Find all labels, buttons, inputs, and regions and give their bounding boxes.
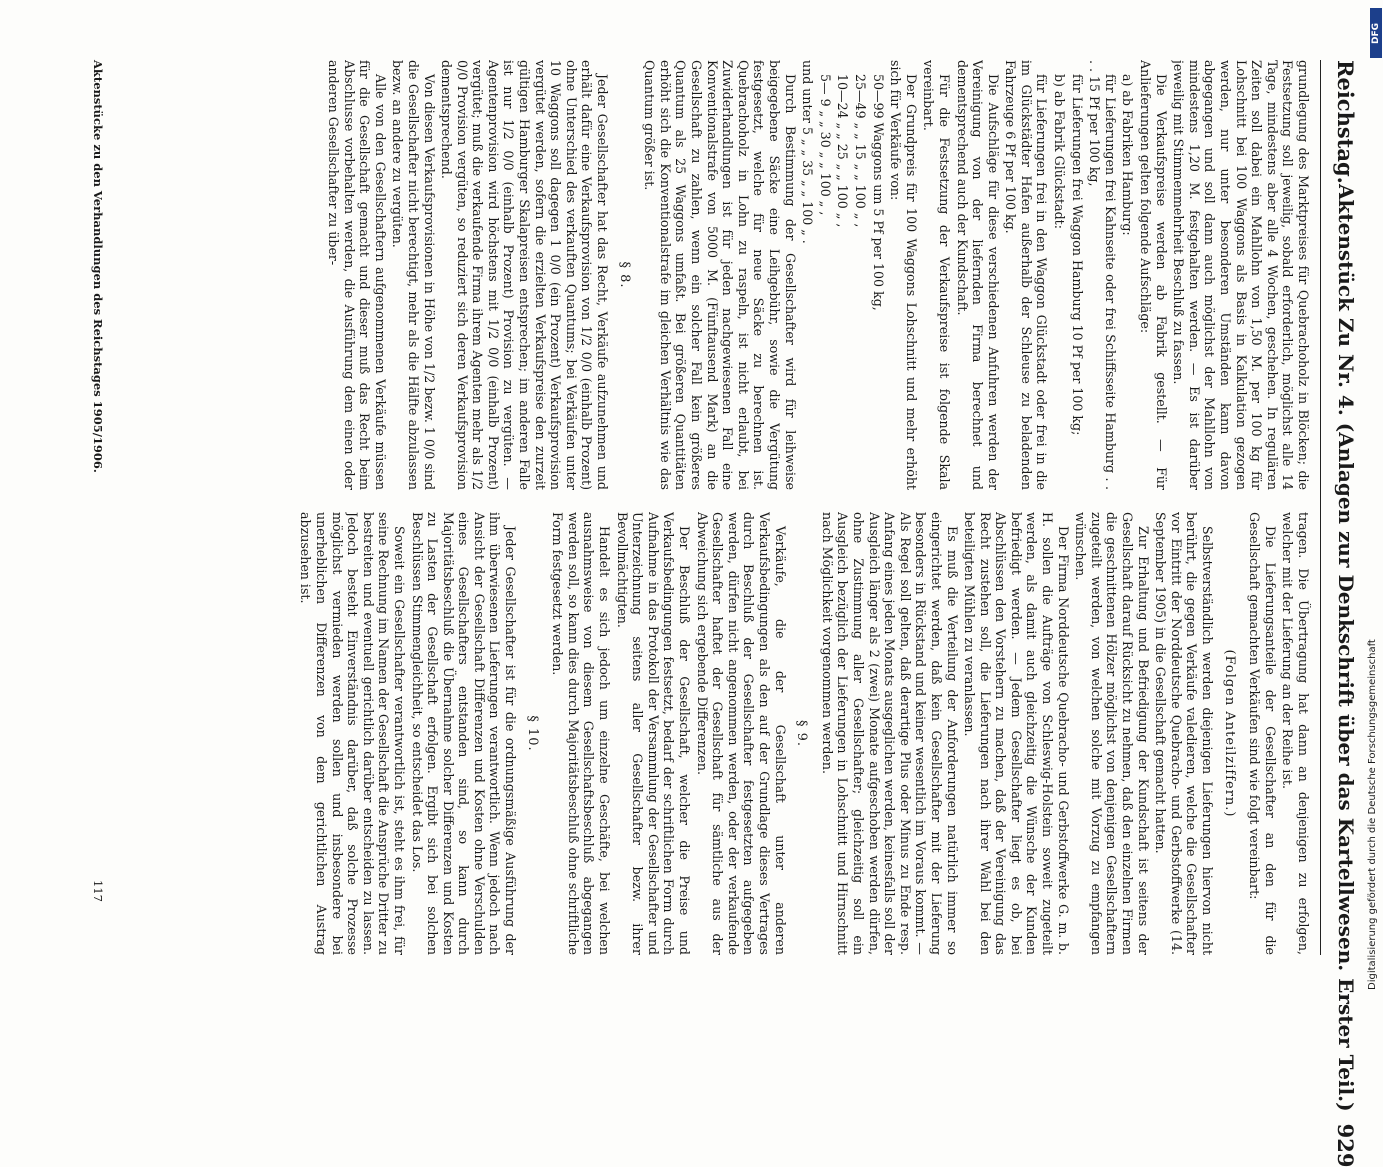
paragraph: Der Grundpreis für 100 Waggons Lohschnitt und mehr erhöht sich für Verkäufe von: (888, 60, 919, 490)
header-title: Aktenstück Zu Nr. 4. (Anlagen zur Denkschrift über das Kartellwesen. Erster Teil.) (1334, 183, 1358, 1112)
section-heading: § 10. (524, 715, 540, 752)
document-page (63, 0, 1383, 1167)
paragraph: Die Lieferungsanteile der Gesellschafter an den für die Gesellschaft gemachten Verkäufen sind wie folgt vereinbart: (1247, 512, 1278, 955)
paragraph: Die Verkaufspreise werden ab Fabrik gestellt. — Für Anlieferungen gelten folgende Aufschläge: (1138, 60, 1169, 490)
paragraph: Es muß die Verteilung der Anforderungen natürlich immer so eingerichtet werden, daß kein Gesellschafter mit der Lieferung besonders in Rückstand und keiner wesentlich im Voraus kommt. — Als Regel soll gelten, daß derartige Plus oder Minus zu Ende resp. Anfang eines jeden Monats ausgeglichen werden, keinesfalls soll der Ausgleich länger als 2 (zwei) Monate aufgeschoben werden dürfen, ohne Zustimmung aller Gesellschafter; gleichzeitig soll ein Ausgleich bezüglich der Lieferungen in Lohschnitt und Hirnschnitt nach Möglichkeit vorgenommen werden. (819, 512, 960, 955)
paragraph: tragen. Die Übertragung hat dann an denjenigen zu erfolgen, welcher mit der Lieferung an der Reihe ist. (1280, 512, 1311, 955)
paragraph: Durch Bestimmung der Gesellschafter wird für leihweise beigegebene Säcke eine Leihgebühr, sowie die Vergütung festgesetzt, welche für neue Säcke zu berechnen ist. Quebrachoholz in Lohn zu raspeln, ist nicht erlaubt, bei Zuwiderhandlungen ist für jeden nachgewiesenen Fall eine Konventionalstrafe von 5000 M. (Fünftausend Mark) an die Gesellschaft zu zahlen, wenn ein solcher Fall kein größeres Quantum als 25 Waggons umfaßt. Bei größeren Quantitäten erhöht sich die Konventionalstrafe im gleichen Verhältnis wie das Quantum größer ist. (642, 60, 798, 490)
scale-row: und unter 5 „ „ 35 „ „ 100 „ . (800, 60, 816, 244)
list-heading: a) ab Fabriken Hamburg: (1120, 74, 1136, 236)
paragraph: Für die Festsetzung der Verkaufspreise ist folgende Skala vereinbart. (921, 60, 952, 490)
scale-row: 25—49 „ „ 15 „ „ 100 „ , (852, 74, 868, 228)
left-column (109, 60, 1311, 490)
paragraph: grundlegung des Marktpreises für Quebrachoholz in Blöcken; die Festsetzung soll jeweilig, sobald erforderlich, möglichst alle 14 Tage, mindestens aber alle 4 Wochen, geschehen. In regulären Zeiten soll dabei ein Mahllohn von 1,50 M. per 100 kg für Lohschnitt bei 100 Waggons als Basis in Kalkulation gezogen werden, nur unter besonderen Umständen kann davon abgegangen und soll dann auch möglichst der Mahllohn von mindestens 1,20 M. festgehalten werden. — Es ist darüber jeweilig mit Stimmenmehrheit Beschluß zu fassen. (1171, 60, 1311, 490)
paragraph: Zur Erhaltung und Befriedigung der Kundschaft ist seitens der Gesellschaft darauf Rücksicht zu nehmen, daß den einzelnen Firmen die geschnittenen Hölzer möglichst von denjenigen Gesellschaftern zugeteilt werden, von welchen solche mit Vorzug zu empfangen wünschen. (1073, 512, 1151, 955)
dfg-logo: DFG (1370, 8, 1382, 58)
paragraph: Jeder Gesellschafter hat das Recht, Verkäufe aufzunehmen und erhält dafür eine Verkaufsprovision von 1/2 0/0 (einhalb Prozent) ohne Unterschied des verkauften Quantums; bei Verkäufen unter 10 Waggons soll dagegen 1 0/0 (ein Prozent) Verkaufsprovision vergütet werden, sofern die erzielten Verkaufspreise den zurzeit gültigen Hamburger Skalapreisen entsprechen; im anderen Falle ist nur 1/2 0/0 (einhalb Prozent) Provision zu vergüten. — Agentenprovision wird höchstens mit 1/2 0/0 (einhalb Prozent) vergütet; muß die verkaufende Firma ihrem Agenten mehr als 1/2 0/0 Provision vergüten, so reduziert sich deren Verkaufsprovision dementsprechend. (439, 60, 611, 490)
paragraph: Selbstverständlich werden diejenigen Lieferungen hiervon nicht berührt, die gegen Verkäufe valedieren, welche die Gesellschafter vor Eintritt der Norddeutsche Quebracho- und Gerbstoffwerke (14. September 1905) in die Gesellschaft gemacht hatten. (1153, 512, 1216, 955)
paragraph: Soweit ein Gesellschafter verantwortlich ist, steht es ihm frei, für seine Rechnung im Namen der Gesellschaft die Ansprüche Dritter zu bestreiten und eventuell gerichtlich darüber entscheiden zu lassen. Jedoch besteht Einverständnis darüber, daß solche Prozesse möglichst vermieden werden sollen und insbesondere bei unerheblichen Differenzen von dem gerichtlichen Austrag abzusehen ist. (298, 512, 407, 955)
paragraph: Der Firma Norddeutsche Quebracho- und Gerbstoffwerke G. m. b. H. sollen die Aufträge von Schleswig-Holstein soweit zugeteilt werden, als damit auch gleichzeitig die Wünsche der Kunden befriedigt werden. — Jedem Gesellschafter liegt es ob, bei Abschlüssen den Vorstehern zu machen, daß der Vereinigung das Recht zustehen soll, die Lieferungen nach ihrer Wahl bei den beteiligten Mühlen zu veranlassen. (962, 512, 1071, 955)
footer-text: Aktenstücke zu den Verhandlungen des Reichstages 1905/1906. (91, 60, 105, 473)
header-left: Reichstag. (1333, 60, 1359, 184)
digitization-note-text: Digitalisierung gefördert durch die Deutsche Forschungsgemeinschaft (1367, 639, 1378, 990)
digitization-note (1353, 30, 1383, 990)
list-heading: b) ab Fabrik Glückstadt: (1052, 74, 1068, 229)
section-heading: § 9. (794, 719, 810, 748)
paragraph: Jeder Gesellschafter ist für die ordnungsmäßige Ausführung der ihm überwiesenen Lieferungen verantwortlich. Wenn jedoch nach Ansicht der Gesellschaft Differenzen und Kosten ohne Verschulden eines Gesellschafters entstanden sind, so kann durch Majoritätsbeschluß die Übernahme solcher Differenzen und Kosten zu Lasten der Gesellschaft erfolgen. Ergibt sich bei solchen Beschlüssen Stimmengleichheit, so entscheidet das Los. (409, 512, 519, 955)
paragraph: Von diesen Verkaufsprovisionen in Höhe von 1/2 bezw. 1 0/0 sind die Gesellschafter nicht berechtigt, mehr als die Hälfte abzulassen bezw. an andere zu vergüten. (390, 60, 437, 490)
section-heading: § 8. (616, 261, 632, 289)
list-item: für Lieferungen frei Waggon Hamburg 10 Pf per 100 kg; (1069, 74, 1085, 436)
paragraph: Die Aufschläge für diese verschiedenen Anfuhren werden der Vereinigung von der liefernden Firma berechnet und dementsprechend auch der Kundschaft. (954, 60, 1001, 490)
list-item: für Lieferungen frei Kahnseite oder frei Schiffsseite Hamburg . . . . 15 Pf per 100 kg, (1087, 60, 1118, 490)
header-page-number: 929 (1333, 1123, 1359, 1167)
paragraph: Der Beschluß der Gesellschaft, welcher die Preise und Verkaufsbedingungen festsetzt, bedarf der schriftlichen Form durch Aufnahme in das Protokoll der Versammlung der Gesellschafter und Unterzeichnung seitens aller Gesellschafter bezw. ihrer Bevollmächtigten. (614, 512, 693, 955)
scale-row: 5— 9 „ „ 30 „ „ 100 „ , (817, 74, 833, 216)
list-item: für Lieferungen frei in den Waggon Glückstadt oder frei in die im Glückstädter Hafen außerhalb der Schleuse zu beladenden Fahrzeuge 6 Pf per 100 kg. (1003, 60, 1050, 490)
scale-row: 50—99 Waggons um 5 Pf per 100 kg, (870, 74, 886, 311)
paragraph: Verkäufe, die der Gesellschaft unter anderen Verkaufsbedingungen als den auf der Grundlage dieses Vertrages durch Beschluß der Gesellschafter festgesetzten aufgegeben werden, dürfen nicht angenommen werden, oder der verkaufende Gesellschafter haftet der Gesellschaft für sämtliche aus der Abweichung sich ergebende Differenzen. (694, 512, 788, 955)
note: (Folgen Anteilziffern.) (1221, 649, 1237, 818)
paragraph: Alle von den Gesellschaftern aufgenommenen Verkäufe müssen für die Gesellschaft gemacht und dieser muß das Recht beim Abschlusse vorbehalten werden, die Ausführung dem einen oder anderen Gesellschafter zu über- (325, 60, 388, 490)
footer-page-number: 117 (91, 880, 105, 902)
scale-row: 10—24 „ „ 25 „ „ 100 „ , (835, 74, 851, 228)
paragraph: Handelt es sich jedoch um einzelne Geschäfte, bei welchen ausnahmsweise von diesem Gesellschaftsbeschluß abgegangen werden soll, so kann dies durch Majoritätsbeschluß ohne schriftliche Form festgesetzt werden. (550, 512, 613, 955)
right-column (109, 512, 1311, 955)
